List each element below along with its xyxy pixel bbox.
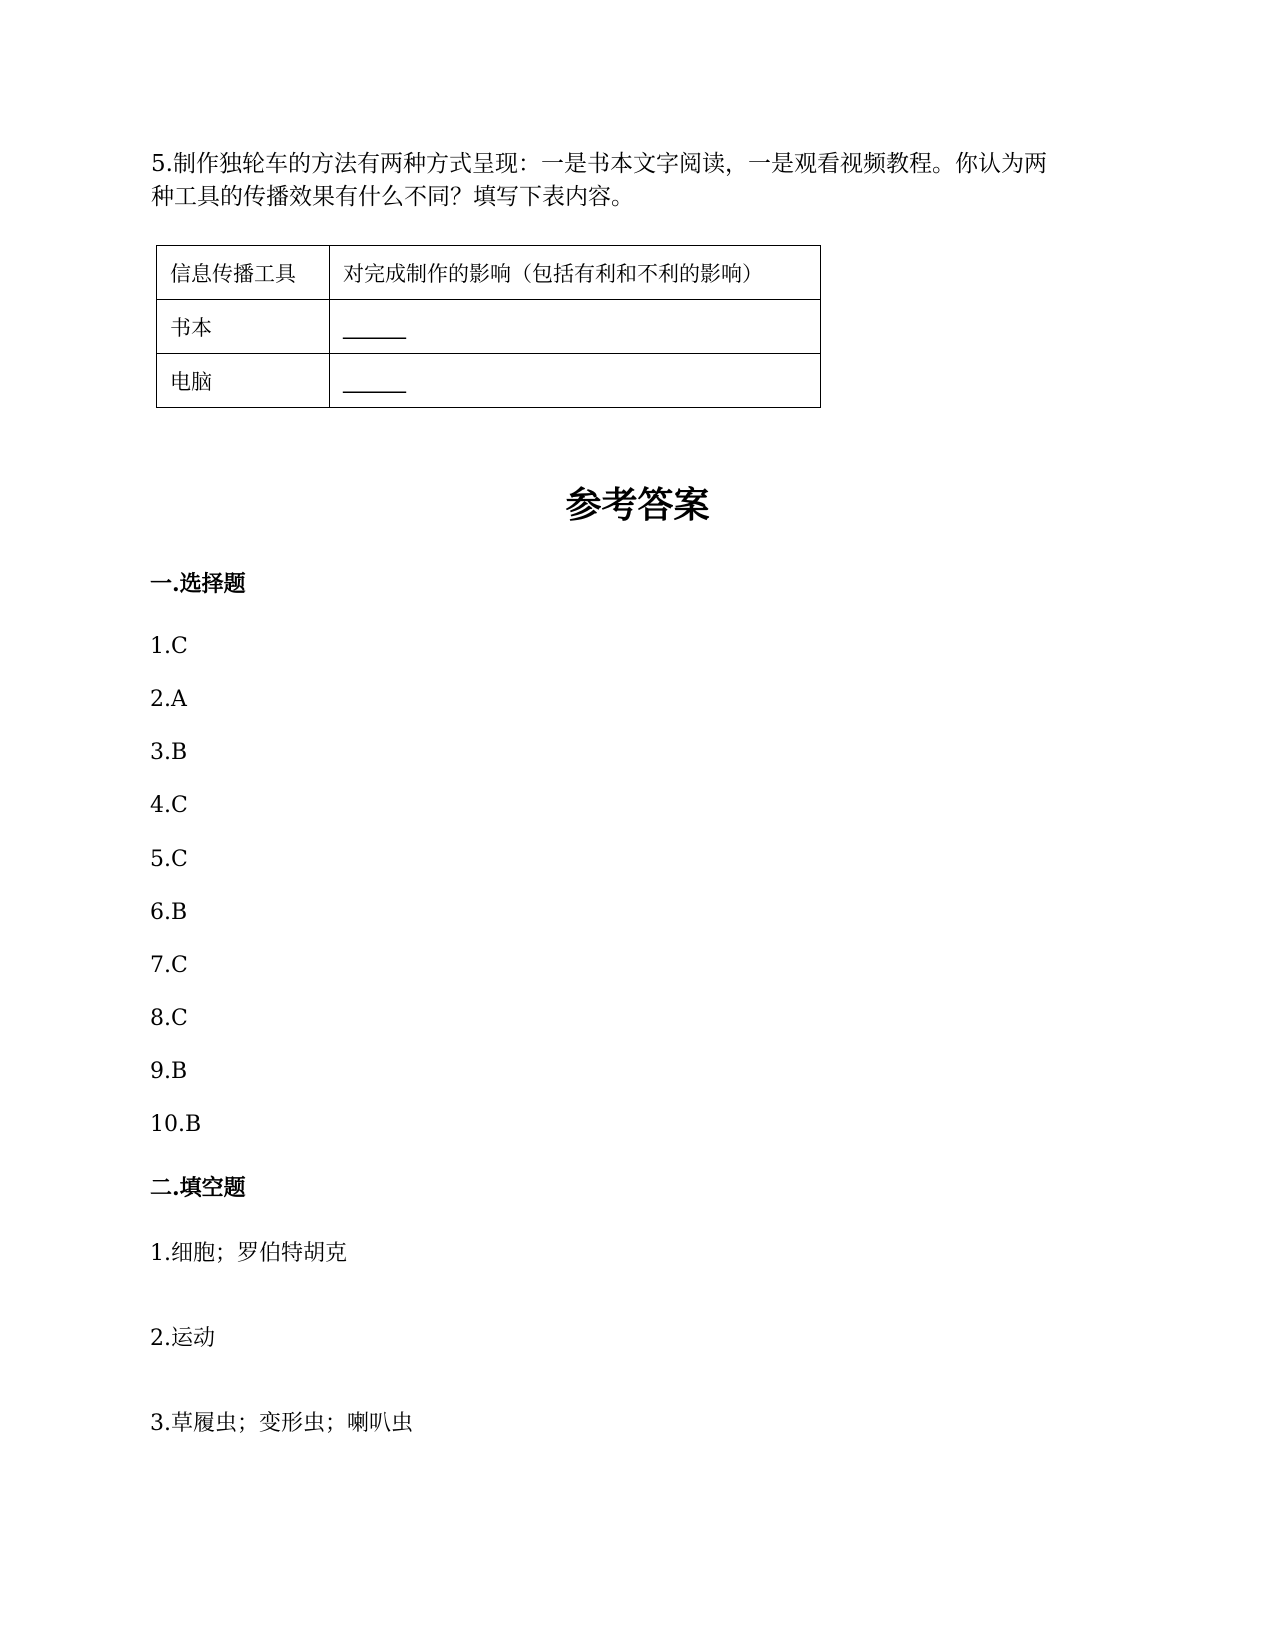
question-5-line-2: 种工具的传播效果有什么不同？填写下表内容。: [151, 184, 634, 210]
answer-item: 7.C: [150, 953, 188, 978]
table-header-tool: 信息传播工具: [157, 246, 330, 300]
answer-item: 10.B: [150, 1112, 202, 1137]
table-header-row: [157, 246, 821, 300]
table-cell-answer: [330, 354, 821, 408]
answer-item: 1.C: [150, 634, 188, 659]
answer-blank: ______: [343, 368, 406, 393]
answer-title: 参考答案: [565, 485, 710, 526]
table-cell-tool: 书本: [157, 300, 330, 354]
answer-item: 9.B: [150, 1059, 188, 1084]
table-header-impact: 对完成制作的影响（包括有利和不利的影响）: [330, 246, 821, 300]
answer-blank: ______: [343, 314, 406, 339]
answer-item: 1.细胞；罗伯特胡克: [150, 1241, 347, 1266]
answer-item: 2.运动: [150, 1326, 215, 1351]
answer-item: 2.A: [150, 687, 187, 712]
answer-item: 4.C: [150, 793, 188, 818]
section-1-title: 一.选择题: [150, 571, 246, 597]
answer-item: 3.草履虫；变形虫；喇叭虫: [150, 1411, 413, 1436]
table-cell-tool: 电脑: [157, 354, 330, 408]
table-row: [157, 300, 821, 354]
answer-item: 3.B: [150, 740, 188, 765]
answer-item: 8.C: [150, 1006, 188, 1031]
info-tool-table: [156, 245, 821, 408]
question-5: [151, 148, 1131, 214]
table-row: [157, 354, 821, 408]
table-cell-answer: [330, 300, 821, 354]
answer-item: 6.B: [150, 900, 188, 925]
question-5-line-1: 5.制作独轮车的方法有两种方式呈现：一是书本文字阅读，一是观看视频教程。你认为两: [151, 151, 1047, 177]
section-2-title: 二.填空题: [150, 1175, 246, 1201]
answer-item: 5.C: [150, 847, 188, 872]
